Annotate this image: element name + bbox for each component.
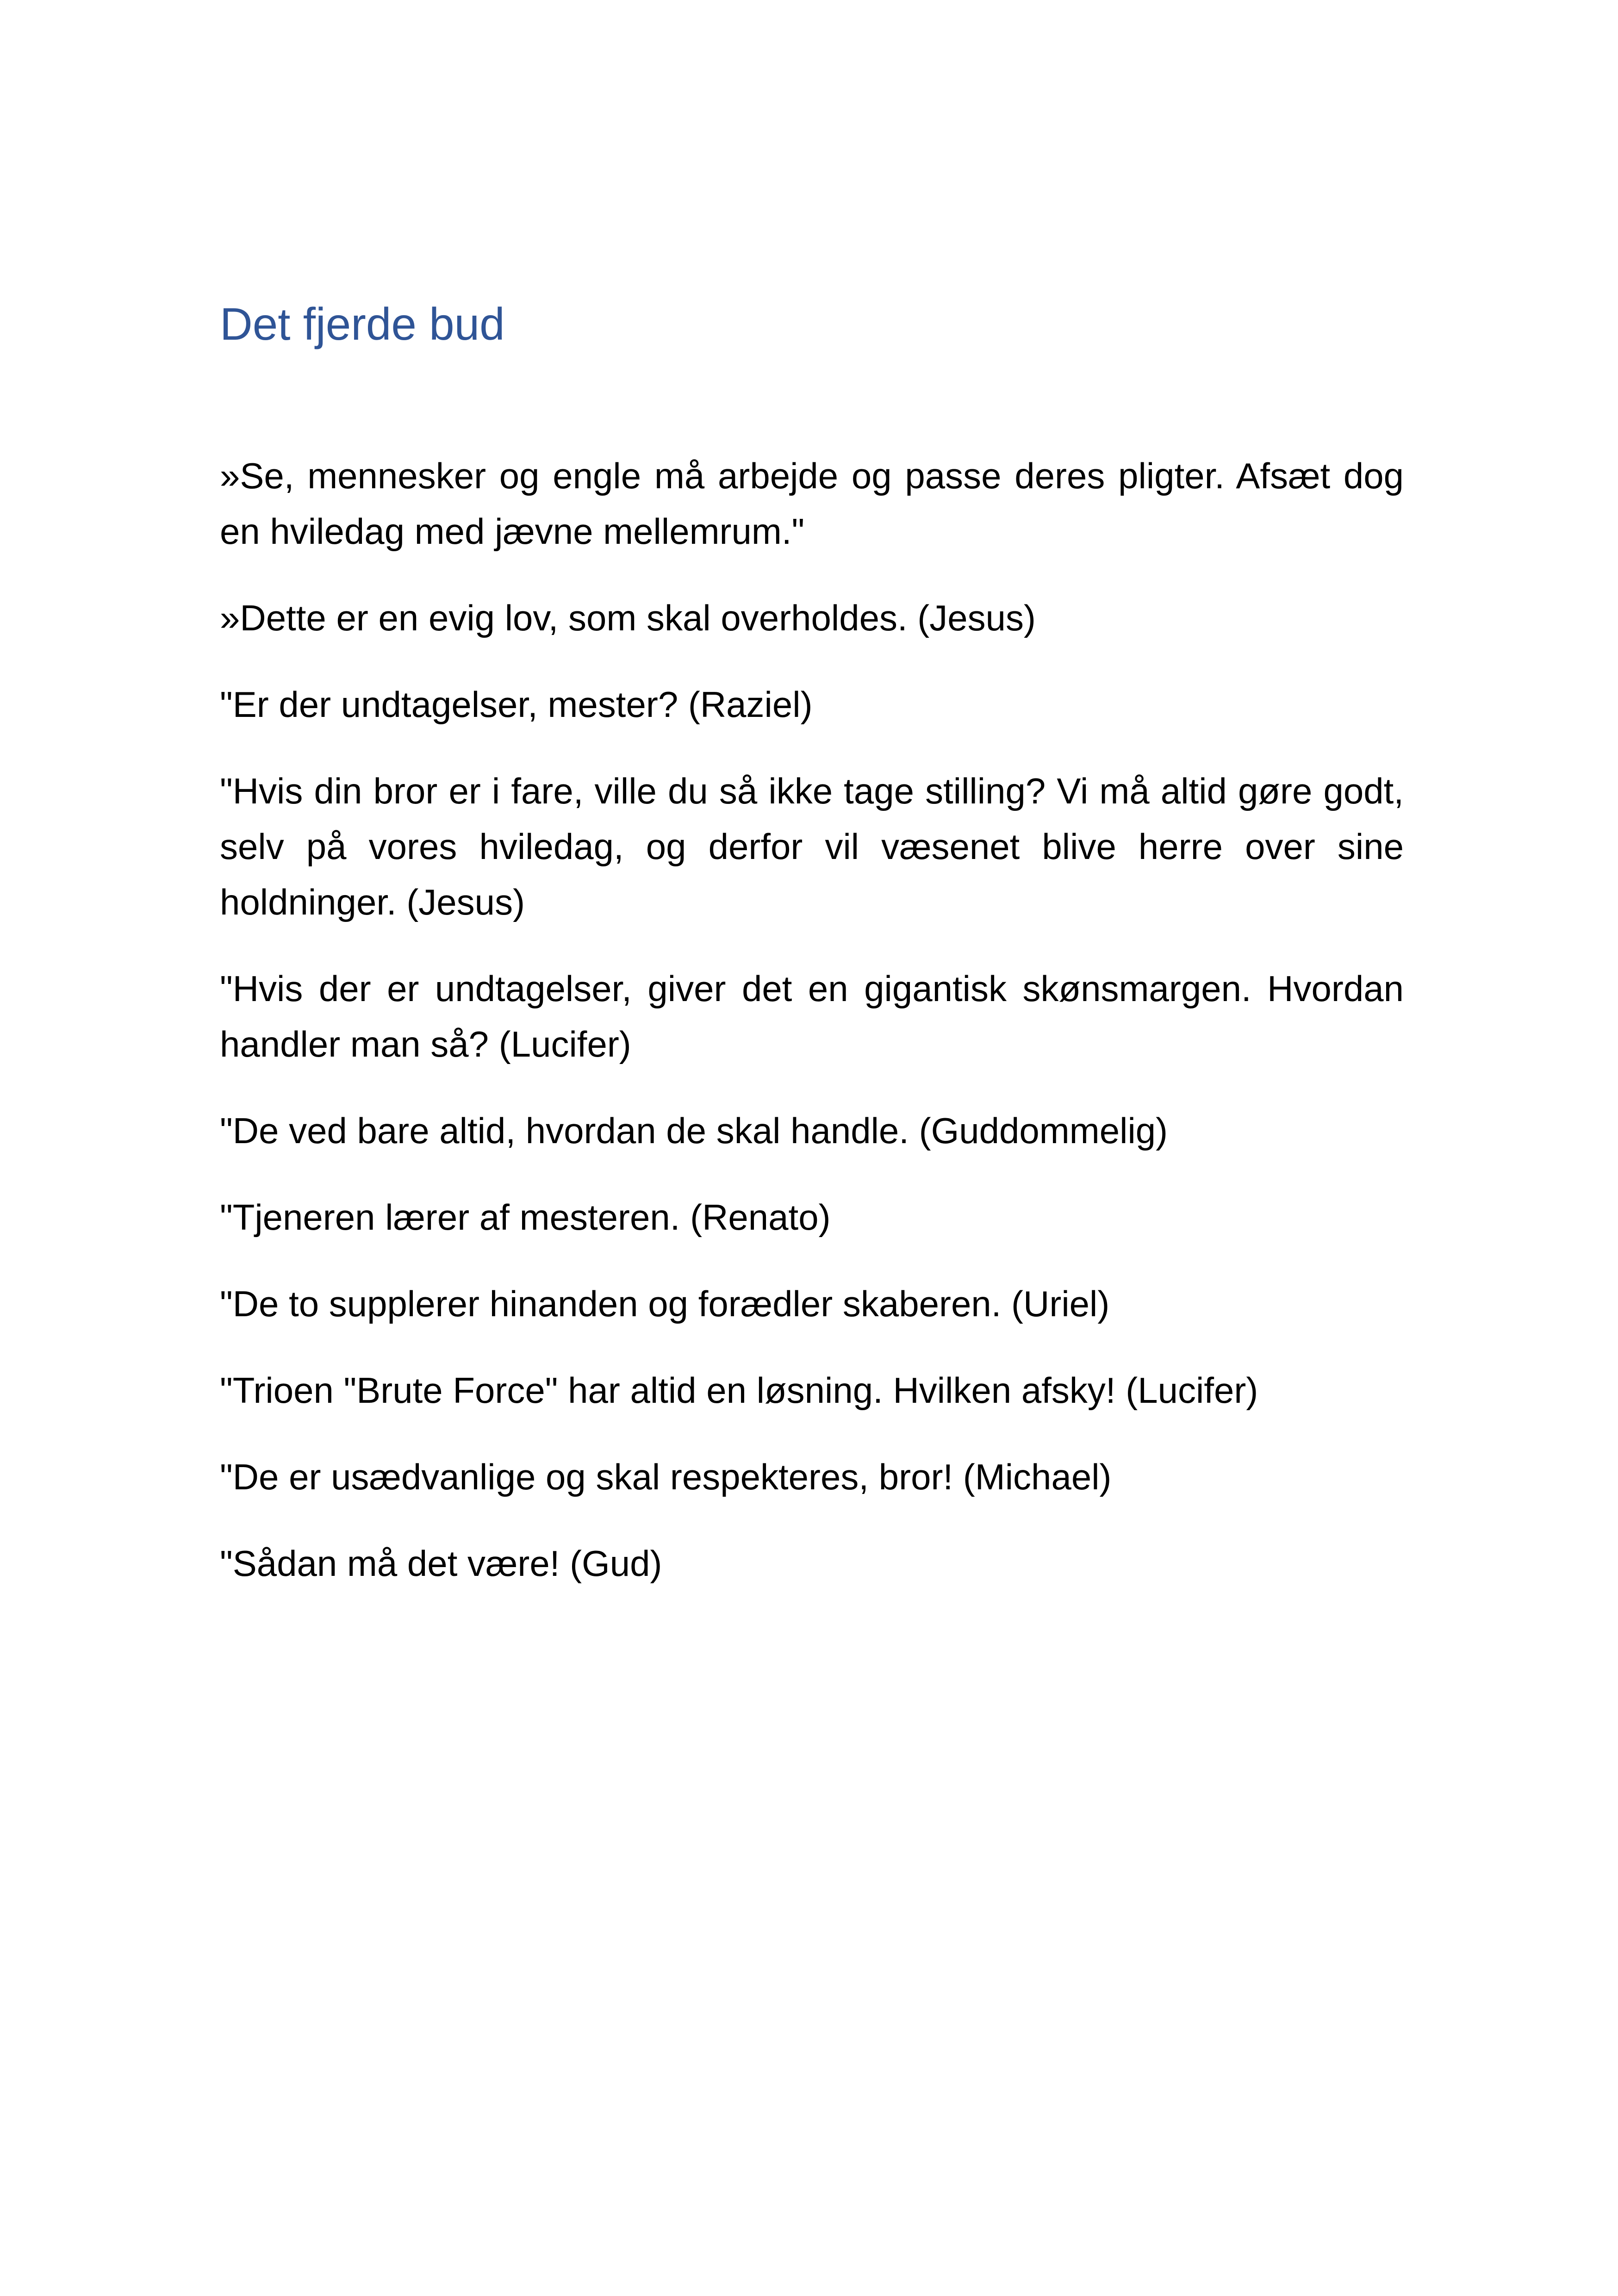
paragraph: "Hvis din bror er i fare, ville du så ikke tage stilling? Vi må altid gøre godt, selv på vores hviledag, og derfor vil væsenet blive herre over sine holdninger. (Jesus) — [220, 771, 1404, 922]
paragraph: "Er der undtagelser, mester? (Raziel) — [220, 684, 813, 725]
paragraph: "Hvis der er undtagelser, giver det en gigantisk skønsmargen. Hvordan handler man så? (Lucifer) — [220, 968, 1404, 1064]
paragraph: "Tjeneren lærer af mesteren. (Renato) — [220, 1197, 831, 1238]
paragraph: "De to supplerer hinanden og forædler skaberen. (Uriel) — [220, 1283, 1110, 1324]
paragraph: "Sådan må det være! (Gud) — [220, 1543, 662, 1584]
paragraph: »Dette er en evig lov, som skal overholdes. (Jesus) — [220, 597, 1036, 638]
paragraph: "Trioen "Brute Force" har altid en løsning. Hvilken afsky! (Lucifer) — [220, 1370, 1258, 1411]
document-body — [220, 448, 1404, 1622]
paragraph: "De er usædvanlige og skal respekteres, bror! (Michael) — [220, 1456, 1112, 1497]
page-title: Det fjerde bud — [220, 299, 505, 349]
paragraph: »Se, mennesker og engle må arbejde og passe deres pligter. Afsæt dog en hviledag med jævne mellemrum." — [220, 455, 1404, 552]
paragraph: "De ved bare altid, hvordan de skal handle. (Guddommelig) — [220, 1110, 1168, 1151]
